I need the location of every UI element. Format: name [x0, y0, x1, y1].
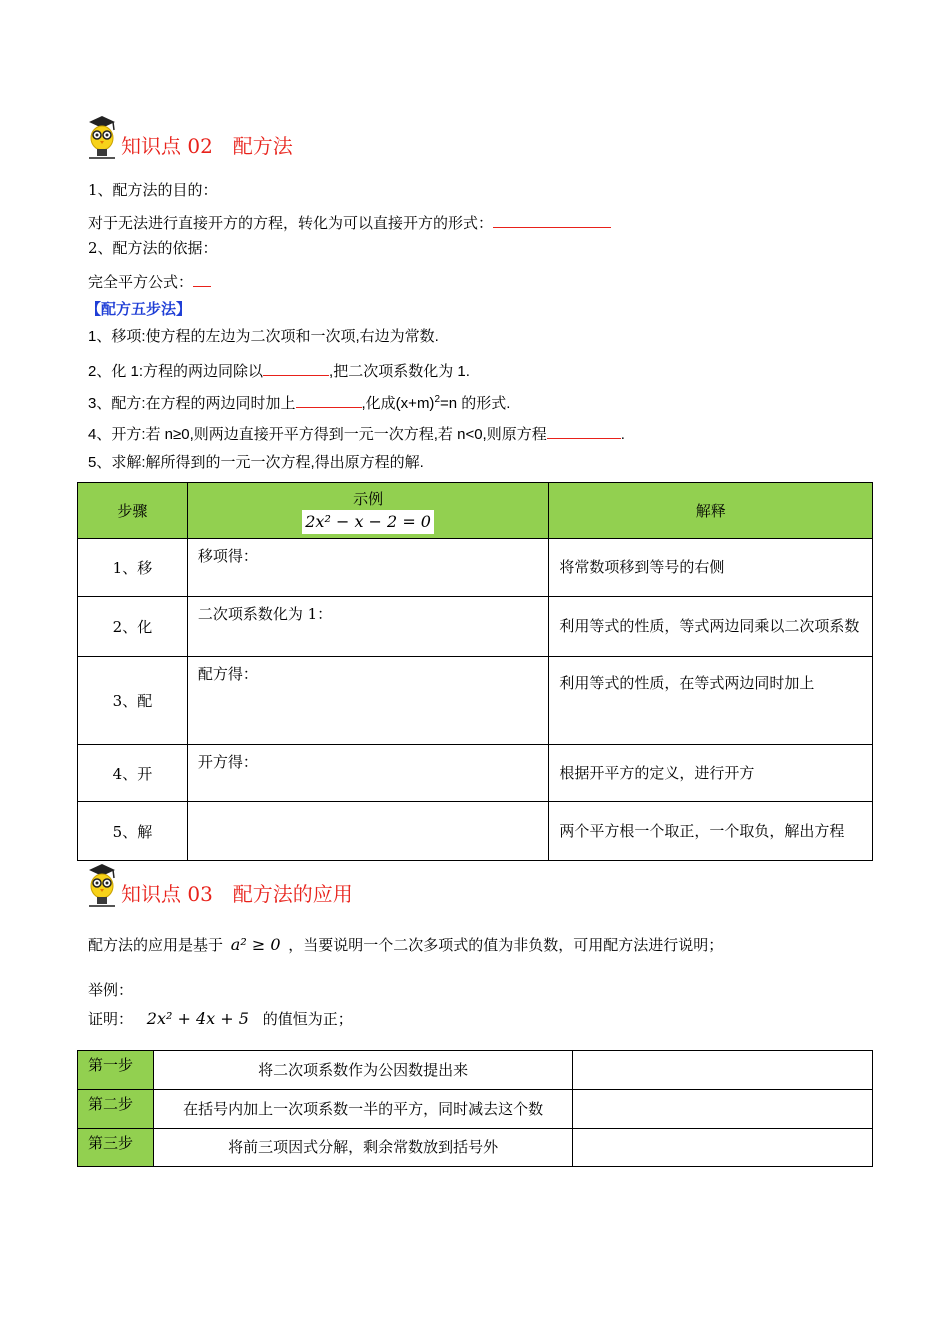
text-line: 1、配方法的目的：: [88, 181, 218, 199]
explain-cell: 利用等式的性质，在等式两边同时加上: [549, 657, 873, 745]
example-cell: [187, 802, 549, 861]
text-content: .: [620, 426, 625, 443]
graduate-owl-icon: [85, 862, 119, 908]
text-line: [88, 390, 510, 414]
text-line: 5、求解:解所得到的一元一次方程,得出原方程的解.: [88, 454, 424, 471]
intro-line: [88, 934, 723, 956]
fill-blank: [296, 391, 362, 408]
inline-math: 2x² + 4x + 5: [144, 1008, 252, 1030]
empty-cell: [573, 1090, 873, 1129]
step-cell: 1、移: [78, 539, 188, 597]
table-row: [78, 802, 873, 861]
header-step: 步骤: [78, 483, 188, 539]
text-line: [88, 211, 611, 233]
table-row: [78, 597, 873, 657]
fill-blank: [193, 270, 211, 287]
text-content: ，当要说明一个二次多项式的值为非负数，可用配方法进行说明；: [288, 936, 724, 954]
text-content: =n 的形式.: [440, 395, 511, 412]
table-row: [78, 1129, 873, 1167]
text-line: 1、移项:使方程的左边为二次项和一次项,右边为常数.: [88, 328, 439, 345]
text-content: 配方法的应用是基于: [88, 936, 224, 954]
table-header-row: [78, 483, 873, 539]
explain-cell: 利用等式的性质，等式两边同乘以二次项系数: [549, 597, 873, 657]
text-content: ,把二次项系数化为 1.: [329, 363, 470, 380]
empty-cell: [573, 1051, 873, 1090]
text-content: 证明：: [88, 1010, 134, 1028]
text-content: 3、配方:在方程的两边同时加上: [88, 395, 296, 412]
section-title: 知识点 03 配方法的应用: [121, 882, 353, 906]
five-steps-table: [77, 482, 873, 861]
example-cell: 配方得：: [187, 657, 549, 745]
text-line: [88, 359, 470, 382]
text-line: [88, 270, 211, 292]
example-cell: 移项得：: [187, 539, 549, 597]
step-text: 将前三项因式分解，剩余常数放到括号外: [153, 1129, 572, 1167]
example-cell: 开方得：: [187, 745, 549, 802]
section-title: 知识点 02 配方法: [121, 134, 293, 158]
text-content: 完全平方公式：: [88, 273, 194, 291]
step-label: 第一步: [78, 1051, 154, 1090]
table-row: [78, 539, 873, 597]
step-cell: 5、解: [78, 802, 188, 861]
table-row: [78, 1051, 873, 1090]
explain-cell: 将常数项移到等号的右侧: [549, 539, 873, 597]
step-label: 第二步: [78, 1090, 154, 1129]
example-label: 举例：: [88, 981, 134, 999]
fill-blank: [547, 422, 621, 439]
superscript: 2: [434, 394, 440, 405]
section-heading-03: [85, 860, 353, 908]
text-line: 2、配方法的依据：: [88, 239, 218, 257]
five-steps-label: 【配方五步法】: [86, 300, 192, 318]
step-text: 将二次项系数作为公因数提出来: [153, 1051, 572, 1090]
table-row: [78, 1090, 873, 1129]
section-heading-02: [85, 112, 293, 160]
table-row: [78, 657, 873, 745]
table-row: [78, 745, 873, 802]
step-cell: 3、配: [78, 657, 188, 745]
graduate-owl-icon: [85, 114, 119, 160]
step-label: 第三步: [78, 1129, 154, 1167]
explain-cell: 两个平方根一个取正，一个取负，解出方程: [549, 802, 873, 861]
fill-blank: [493, 211, 611, 228]
proof-steps-table: [77, 1050, 873, 1167]
empty-cell: [573, 1129, 873, 1167]
header-example-label: 示例: [353, 489, 384, 508]
fill-blank: [263, 359, 329, 376]
inline-math: a² ≥ 0: [228, 934, 284, 956]
text-content: 的值恒为正；: [262, 1010, 353, 1028]
example-equation: 2x² − x − 2 = 0: [302, 510, 434, 534]
text-content: 2、化 1:方程的两边同除以: [88, 363, 264, 380]
proof-line: [88, 1008, 353, 1030]
text-content: ,化成(x+m): [361, 395, 435, 412]
text-line: [88, 422, 625, 445]
step-text: 在括号内加上一次项系数一半的平方，同时减去这个数: [153, 1090, 572, 1129]
explain-cell: 根据开平方的定义，进行开方: [549, 745, 873, 802]
text-content: 4、开方:若 n≥0,则两边直接开平方得到一元一次方程,若 n<0,则原方程: [88, 426, 547, 443]
text-content: 对于无法进行直接开方的方程，转化为可以直接开方的形式：: [88, 214, 494, 232]
header-explain: 解释: [549, 483, 873, 539]
header-example: [187, 483, 549, 539]
example-cell: 二次项系数化为 1：: [187, 597, 549, 657]
step-cell: 2、化: [78, 597, 188, 657]
step-cell: 4、开: [78, 745, 188, 802]
